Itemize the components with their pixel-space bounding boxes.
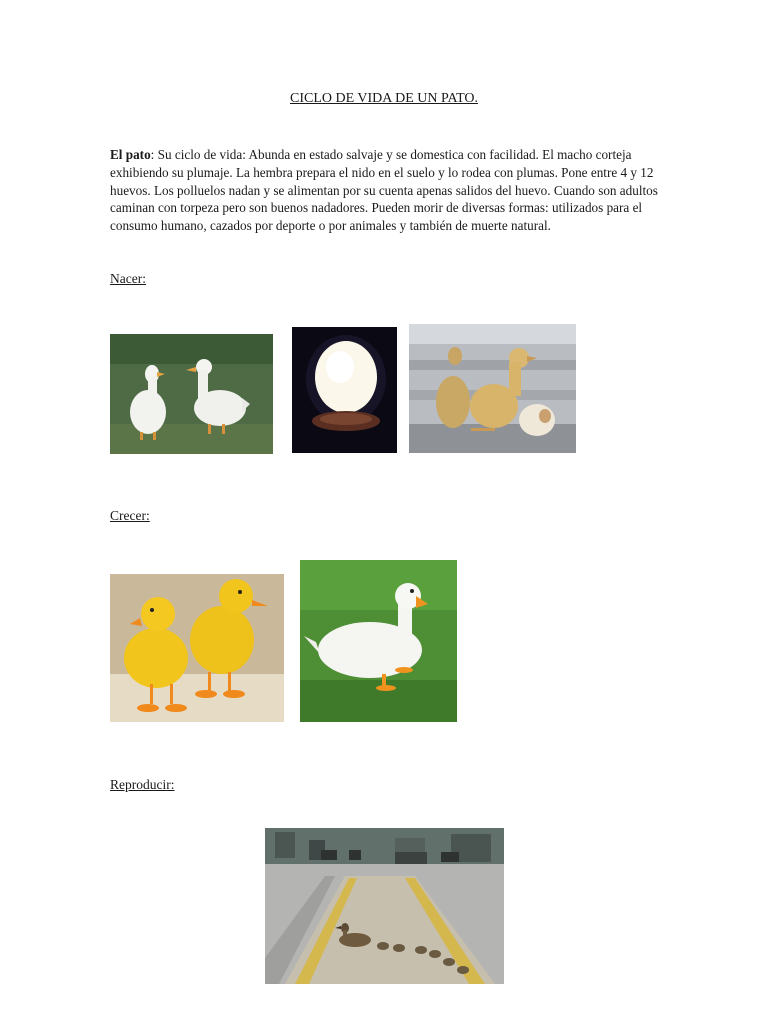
two-white-ducks-photo [110,334,273,454]
hatching-ducklings-photo [409,324,576,453]
section-heading-reproducir: Reproducir: [110,777,175,792]
section-heading-nacer: Nacer: [110,271,146,286]
intro-paragraph [110,146,670,235]
yellow-ducklings-photo [110,574,284,722]
page-title: CICLO DE VIDA DE UN PATO. [290,91,478,106]
intro-bold-term: El pato [110,147,151,162]
white-duck-grass-photo [300,560,457,722]
duck-family-road-photo [265,828,504,984]
intro-text: : Su ciclo de vida: Abunda en estado salvaje y se domestica con facilidad. El macho corteja exhibiendo su plumaje. La hembra prepara el nido en el suelo y lo rodea con plumas. Pone entre 4 y 12 huevos. Los polluelos nadan y se alimentan por su cuenta apenas salidos del huevo. Cuando son adultos caminan con torpeza pero son buenos nadadores. Pueden morir de diversas formas: utilizados para el consumo humano, cazados por deporte o por animales y también de muerte natural. [110,147,658,234]
section-heading-crecer: Crecer: [110,508,150,523]
egg-in-nest-photo [292,327,397,453]
